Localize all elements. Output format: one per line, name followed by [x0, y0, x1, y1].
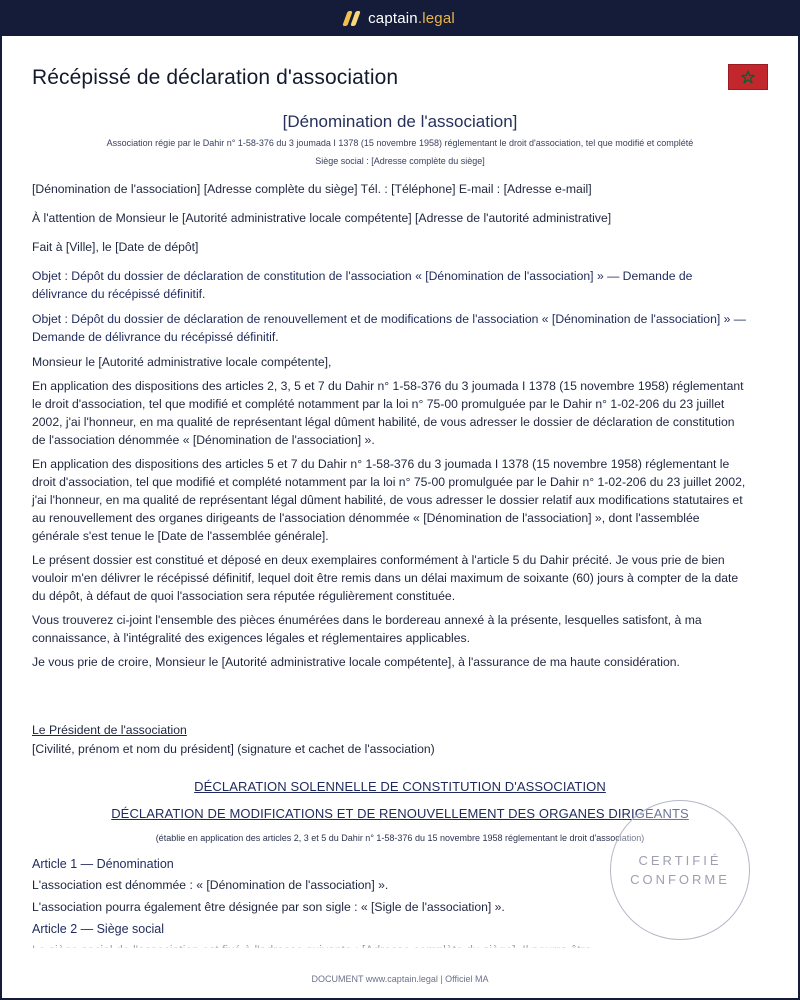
subject-constitution: Objet : Dépôt du dossier de déclaration de constitution de l'association « [Dénomination de l'association] » — Demande de délivrance du récépissé définitif.: [32, 269, 693, 301]
brand[interactable]: [345, 10, 455, 27]
place-date-line: Fait à [Ville], le [Date de dépôt]: [32, 240, 199, 254]
stamp-line-1: CERTIFIÉ: [638, 853, 722, 868]
declaration-subtitle: (établie en application des articles 2, 3 et 5 du Dahir n° 1-58-376 du 15 novembre 1958 réglementant le droit d'association): [155, 833, 645, 843]
article-2-heading: Article 2 — Siège social: [32, 922, 165, 936]
letter-body: [32, 180, 748, 677]
document-footer: DOCUMENT www.captain.legal | Officiel MA: [311, 974, 489, 984]
paragraph-deposit: Le présent dossier est constitué et déposé en deux exemplaires conformément à l'article 5 du Dahir précité. Je vous prie de bien vouloir m'en délivrer le récépissé définitif, lequel doit être remis dans un délai maximum de soixante (60) jours à compter de la date du dépôt, à défaut de quoi l'association sera réputée régulièrement constituée.: [32, 553, 739, 603]
captain-legal-logo-icon: [342, 11, 360, 26]
certified-stamp: [610, 800, 750, 940]
sender-line: [Dénomination de l'association] [Adresse complète du siège] Tél. : [Téléphone] E-mail : [Adresse e-mail]: [32, 182, 592, 196]
closing-formula: Je vous prie de croire, Monsieur le [Autorité administrative locale compétente], à l'assurance de ma haute considération.: [32, 655, 680, 669]
article-1-line-2: L'association pourra également être désignée par son sigle : « [Sigle de l'association] ».: [32, 900, 505, 914]
association-name: [Dénomination de l'association]: [282, 112, 518, 131]
document-title: Récépissé de déclaration d'association: [32, 66, 399, 89]
paragraph-constitution: En application des dispositions des articles 2, 3, 5 et 7 du Dahir n° 1-58-376 du 3 joumada I 1378 (15 novembre 1958) réglementant le droit d'association, tel que modifié et complété notamment par la loi n° 75-00 promulguée par le Dahir n° 1-02-206 du 23 juillet 2002, j'ai l'honneur, en ma qualité de représentant légal dûment habilité, de vous adresser le dossier de déclaration de constitution de l'association dénommée « [Dénomination de l'association] ».: [32, 379, 744, 447]
content-cutoff: [2, 948, 798, 998]
morocco-flag-icon: [728, 64, 768, 90]
recipient-line: À l'attention de Monsieur le [Autorité administrative locale compétente] [Adresse de l'autorité administrative]: [32, 211, 612, 225]
brand-tld: .legal: [417, 9, 455, 27]
brand-wordmark: [368, 10, 455, 27]
regime-line: Association régie par le Dahir n° 1-58-376 du 3 joumada I 1378 (15 novembre 1958) réglementant le droit d'association, tel que modifié et complété: [106, 138, 694, 148]
subject-renewal: Objet : Dépôt du dossier de déclaration de renouvellement et de modifications de l'association « [Dénomination de l'association] » — Demande de délivrance du récépissé définitif.: [32, 312, 746, 344]
star-icon: [741, 70, 755, 84]
brand-name: captain: [368, 9, 418, 27]
siege-line: Siège social : [Adresse complète du siège]: [315, 156, 485, 166]
document-page: [2, 36, 798, 998]
declaration-modifications-heading: DÉCLARATION DE MODIFICATIONS ET DE RENOUVELLEMENT DES ORGANES DIRIGEANTS: [111, 806, 689, 821]
paragraph-attachments: Vous trouverez ci-joint l'ensemble des pièces énumérées dans le bordereau annexé à la présente, lesquelles satisfont, à ma connaissance, à l'intégralité des exigences légales et réglementaires applicables.: [32, 613, 702, 645]
signer-title: Le Président de l'association: [32, 723, 187, 737]
article-1-heading: Article 1 — Dénomination: [32, 857, 174, 871]
declaration-constitution-heading: DÉCLARATION SOLENNELLE DE CONSTITUTION D'ASSOCIATION: [194, 779, 606, 794]
signer-details: [Civilité, prénom et nom du président] (signature et cachet de l'association): [32, 742, 435, 756]
paragraph-modifications: En application des dispositions des articles 5 et 7 du Dahir n° 1-58-376 du 3 joumada I 1378 (15 novembre 1958) réglementant le droit d'association, tel que modifié et complété notamment par la loi n° 75-00 promulguée par le Dahir n° 1-02-206 du 23 juillet 2002, j'ai l'honneur, en ma qualité de représentant légal dûment habilité, de vous adresser le dossier relatif aux modifications statutaires et au renouvellement des organes dirigeants de l'association dénommée « [Dénomination de l'association] », dont l'assemblée générale s'est tenue le [Date de l'assemblée générale].: [32, 457, 746, 543]
stamp-line-2: CONFORME: [630, 872, 730, 887]
salutation: Monsieur le [Autorité administrative locale compétente],: [32, 355, 332, 369]
top-bar: [0, 0, 800, 36]
article-1-line-1: L'association est dénommée : « [Dénomination de l'association] ».: [32, 878, 389, 892]
